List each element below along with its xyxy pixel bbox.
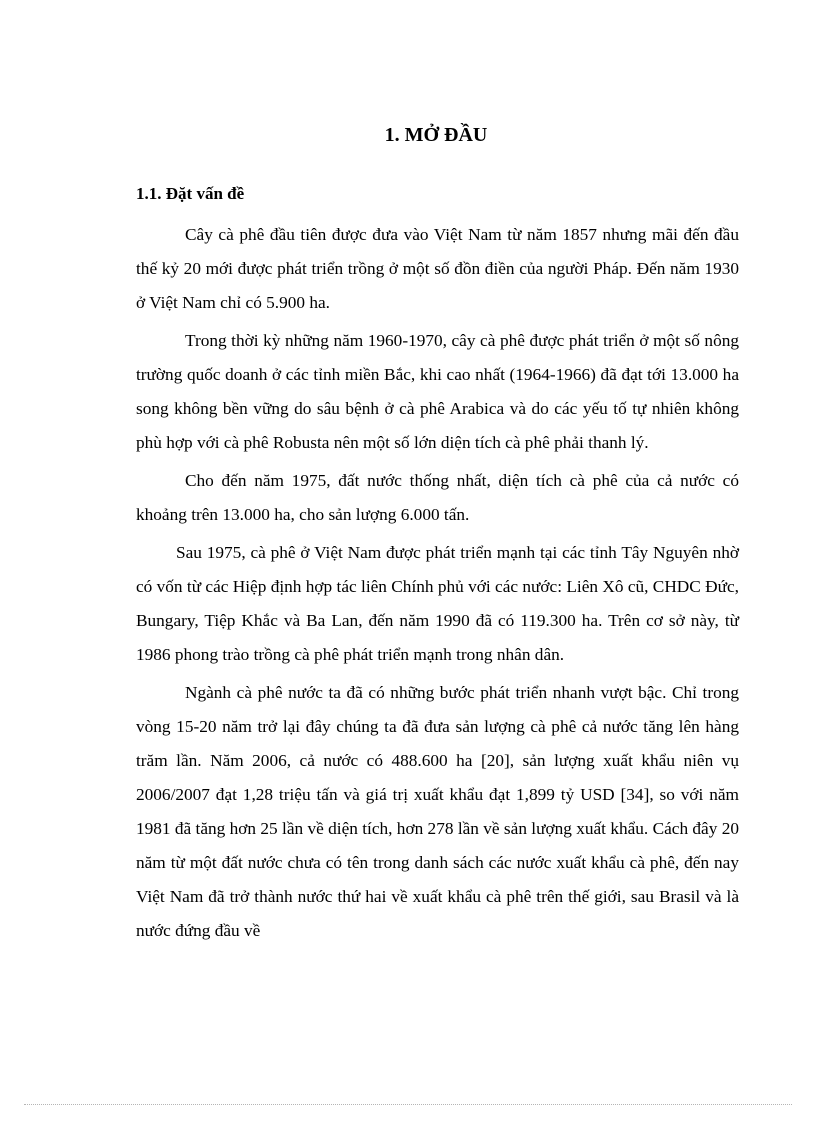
section-title: 1.1. Đặt vấn đề (136, 184, 245, 203)
chapter-title: 1. MỞ ĐẦU (384, 124, 488, 146)
paragraph-4: Sau 1975, cà phê ở Việt Nam được phát triển mạnh tại các tỉnh Tây Nguyên nhờ có vốn từ các Hiệp định hợp tác liên Chính phủ với các nước: Liên Xô cũ, CHDC Đức, Bungary, Tiệp Khắc và Ba Lan, đến năm 1990 đã có 119.300 ha. Trên cơ sở này, từ 1986 phong trào trồng cà phê phát triển mạnh trong nhân dân. (136, 543, 739, 664)
paragraph-1: Cây cà phê đầu tiên được đưa vào Việt Nam từ năm 1857 nhưng mãi đến đầu thế kỷ 20 mới được phát triển trồng ở một số đồn điền của người Pháp. Đến năm 1930 ở Việt Nam chỉ có 5.900 ha. (136, 225, 739, 312)
body-text (136, 218, 739, 952)
paragraph-3: Cho đến năm 1975, đất nước thống nhất, diện tích cà phê của cả nước có khoảng trên 13.000 ha, cho sản lượng 6.000 tấn. (136, 471, 739, 524)
page-bottom-divider (24, 1104, 792, 1105)
paragraph-2: Trong thời kỳ những năm 1960-1970, cây cà phê được phát triển ở một số nông trường quốc doanh ở các tỉnh miền Bắc, khi cao nhất (1964-1966) đã đạt tới 13.000 ha song không bền vững do sâu bệnh ở cà phê Arabica và do các yếu tố tự nhiên không phù hợp với cà phê Robusta nên một số lớn diện tích cà phê phải thanh lý. (136, 331, 739, 452)
paragraph-5: Ngành cà phê nước ta đã có những bước phát triển nhanh vượt bậc. Chỉ trong vòng 15-20 năm trở lại đây chúng ta đã đưa sản lượng cà phê cả nước tăng lên hàng trăm lần. Năm 2006, cả nước có 488.600 ha [20], sản lượng xuất khẩu niên vụ 2006/2007 đạt 1,28 triệu tấn và giá trị xuất khẩu đạt 1,899 tỷ USD [34], so với năm 1981 đã tăng hơn 25 lần về diện tích, hơn 278 lần về sản lượng xuất khẩu. Cách đây 20 năm từ một đất nước chưa có tên trong danh sách các nước xuất khẩu cà phê, đến nay Việt Nam đã trở thành nước thứ hai về xuất khẩu cà phê trên thế giới, sau Brasil và là nước đứng đầu về (136, 683, 739, 940)
